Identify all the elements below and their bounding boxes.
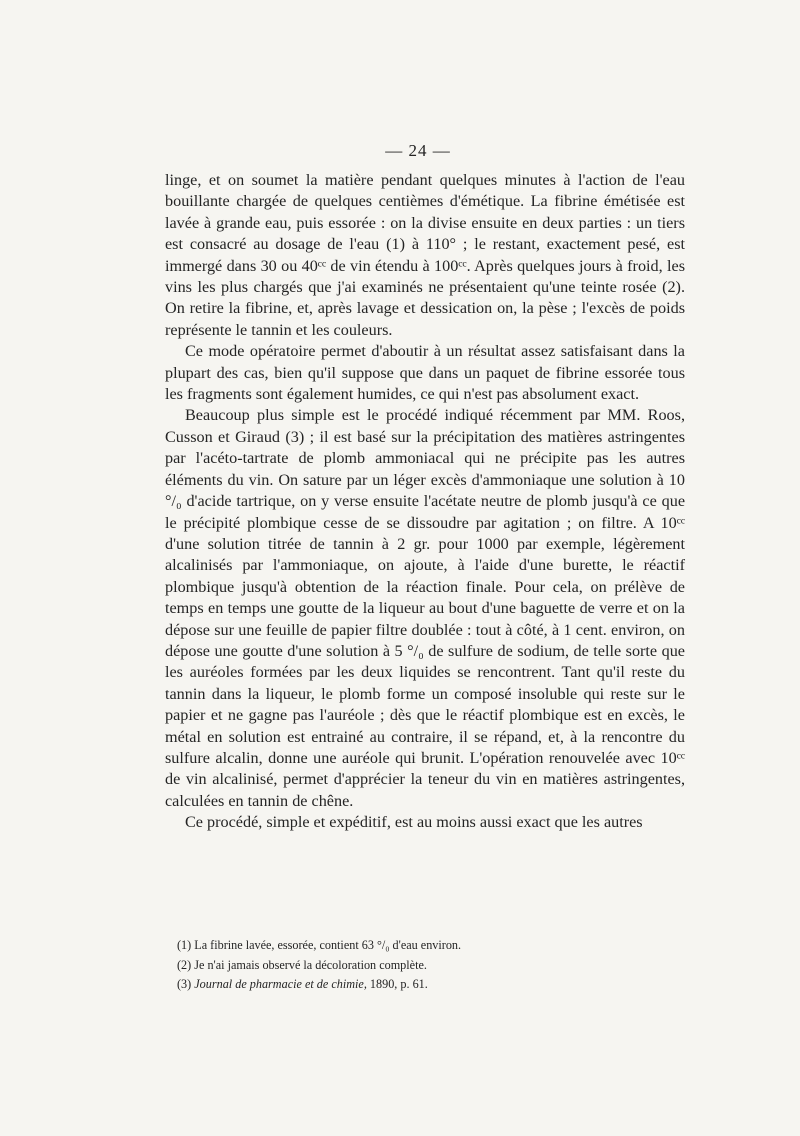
paragraph-2: Ce mode opératoire permet d'aboutir à un résultat assez satisfaisant dans la plupart des cas, bien qu'il suppose que dans un paquet de fibrine essorée tous les fragments sont également humides, ce qui n'est pas absolument exact. [165,342,685,404]
body-text [165,170,685,834]
footnote-3-source: Journal de pharmacie et de chimie, [194,977,367,992]
paragraph-1: linge, et on soumet la matière pendant quelques minutes à l'action de l'eau bouillante chargée de quelques centièmes d'émétique. La fibrine émétisée est lavée à grande eau, puis essorée : on la divise ensuite en deux parties : un tiers est consacré au dosage de l'eau (1) à 110° ; le restant, exactement pesé, est immergé dans 30 ou 40ᶜᶜ de vin étendu à 100ᶜᶜ. Après quelques jours à froid, les vins les plus chargés que j'ai examinés ne présentaient qu'une teinte rosée (2). On retire la fibrine, et, après lavage et dessication on, la pèse ; l'excès de poids représente le tannin et les couleurs. [165,171,685,339]
footnote-3 [177,975,697,995]
footnote-3-details: 1890, p. 61. [369,977,428,992]
footnotes [177,936,697,995]
footnote-2: (2) Je n'ai jamais observé la décoloration complète. [177,957,427,972]
page-number: — 24 — [385,141,451,160]
footnote-3-number: (3) [177,977,192,992]
footnote-1: (1) La fibrine lavée, essorée, contient 63 °/₀ d'eau environ. [177,938,462,952]
paragraph-3: Beaucoup plus simple est le procédé indiqué récemment par MM. Roos, Cusson et Giraud (3) ; il est basé sur la précipitation des matières astringentes par l'acéto-tartrate de plomb ammoniacal qui ne précipite pas les autres éléments du vin. On sature par un léger excès d'ammoniaque une solution à 10 °/₀ d'acide tartrique, on y verse ensuite l'acétate neutre de plomb jusqu'à ce que le précipité plombique cesse de se dissoudre par agitation ; on filtre. A 10ᶜᶜ d'une solution titrée de tannin à 2 gr. pour 1000 par exemple, légèrement alcalinisés par l'ammoniaque, on ajoute, à l'aide d'une burette, le réactif plombique jusqu'à obtention de la réaction finale. Pour cela, on prélève de temps en temps une goutte de la liqueur au bout d'une baguette de verre et on la dépose sur une feuille de papier filtre doublée : tout à côté, à 1 cent. environ, on dépose une goutte d'une solution à 5 °/₀ de sulfure de sodium, de telle sorte que les auréoles formées par les deux liquides se rencontrent. Tant qu'il reste du tannin dans la liqueur, le plomb forme un composé insoluble qui reste sur le papier et ne gagne pas l'auréole ; dès que le réactif plombique est en excès, le métal en solution est entrainé au contraire, il se répand, et, à la rencontre du sulfure alcalin, donne une auréole qui brunit. L'opération renouvelée avec 10ᶜᶜ de vin alcalinisé, permet d'apprécier la teneur du vin en matières astringentes, calculées en tannin de chêne. [165,406,685,810]
paragraph-4: Ce procédé, simple et expéditif, est au moins aussi exact que les autres [185,813,643,832]
